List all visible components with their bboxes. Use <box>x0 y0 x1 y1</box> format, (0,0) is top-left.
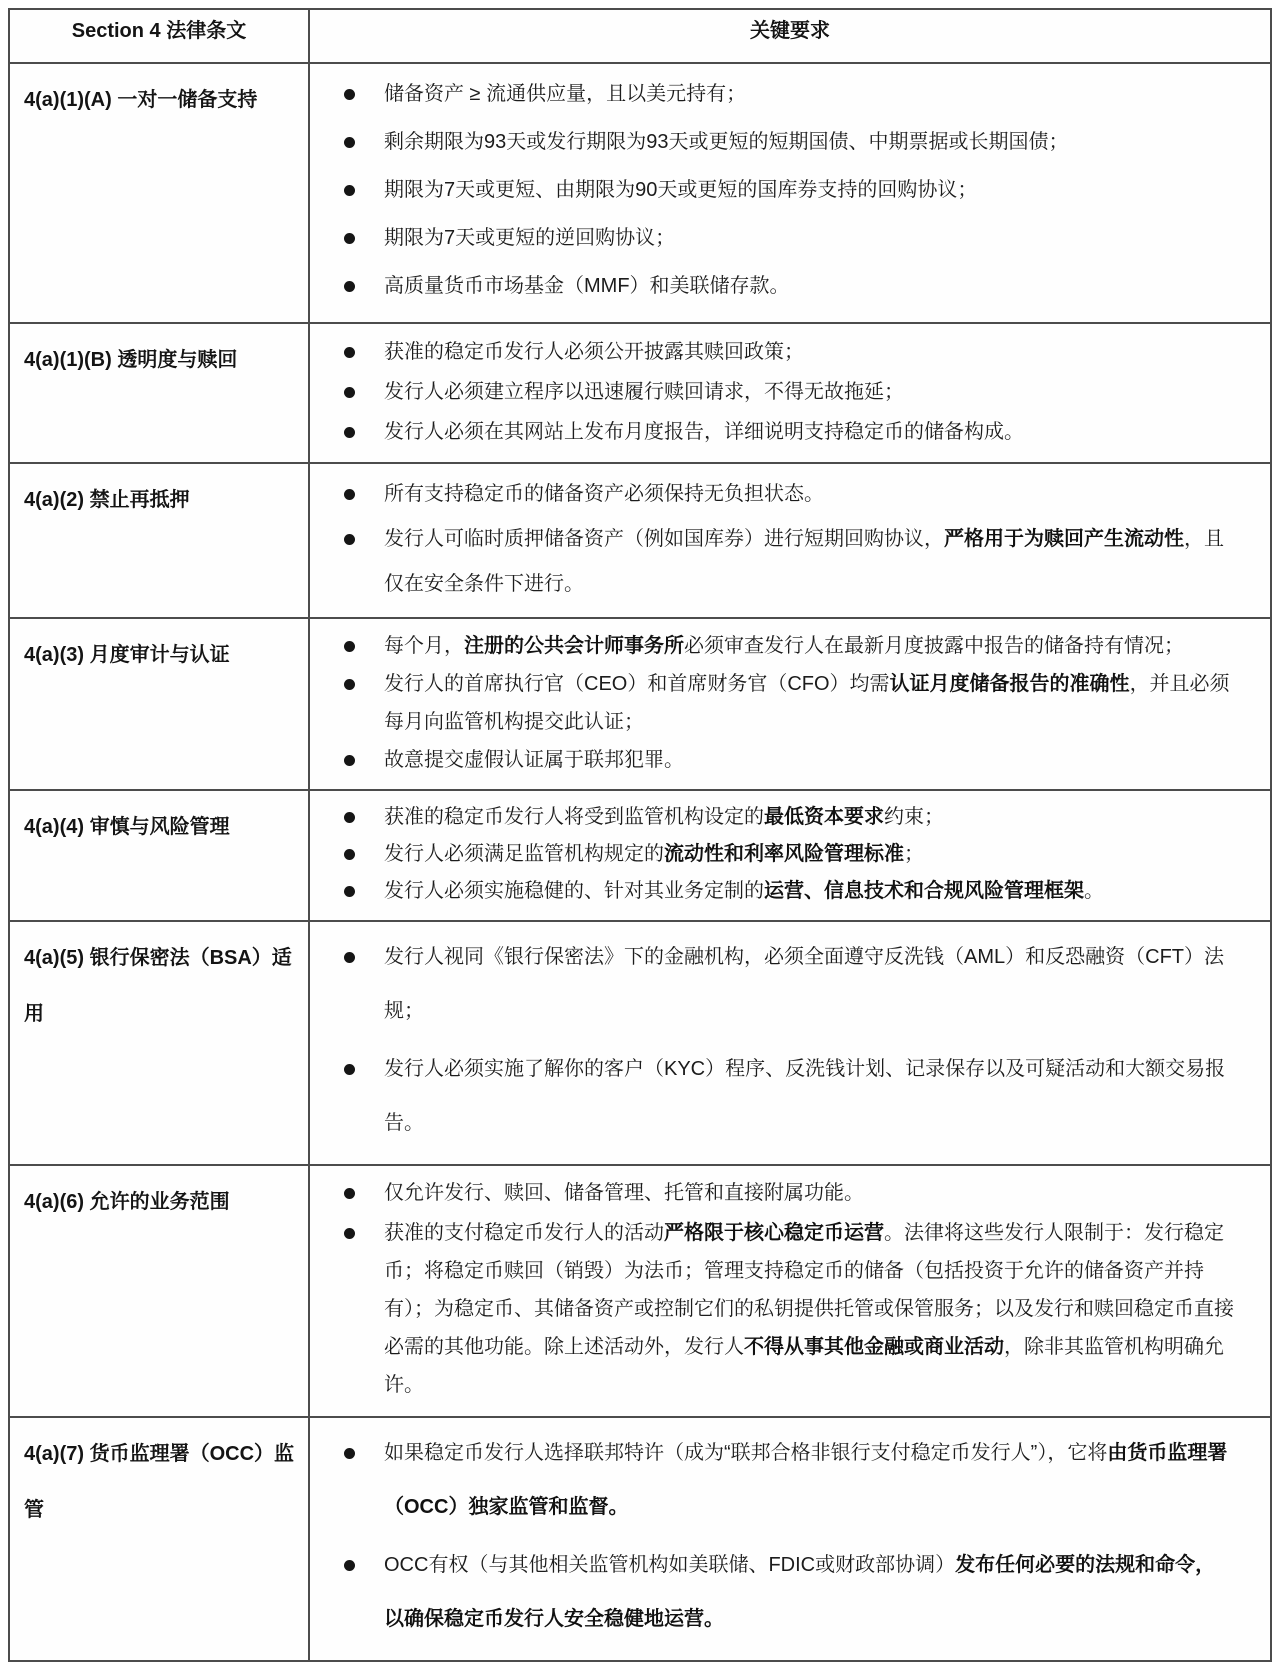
bullet-dot-icon <box>344 641 355 652</box>
requirement-text: 故意提交虚假认证属于联邦犯罪。 <box>384 749 684 771</box>
requirement-bullet <box>328 1174 1234 1212</box>
requirement-text: 发行人必须实施了解你的客户（KYC）程序、反洗钱计划、记录保存以及可疑活动和大额交易报告。 <box>384 1058 1226 1134</box>
requirement-bullet <box>328 1042 1234 1150</box>
table-row <box>9 790 1271 921</box>
requirement-text: 获准的稳定币发行人将受到监管机构设定的最低资本要求约束； <box>384 806 944 828</box>
requirement-list <box>328 72 1234 308</box>
bullet-dot-icon <box>344 137 355 148</box>
requirements-cell <box>309 618 1271 790</box>
bullet-dot-icon <box>344 489 355 500</box>
requirement-bullet <box>328 372 1234 412</box>
requirements-cell <box>309 790 1271 921</box>
section-cell: 4(a)(3) 月度审计与认证 <box>9 618 309 790</box>
requirement-bullet <box>328 472 1234 517</box>
requirement-list <box>328 472 1234 607</box>
requirements-cell <box>309 921 1271 1165</box>
requirements-cell <box>309 1417 1271 1661</box>
requirement-text: 储备资产 ≥ 流通供应量，且以美元持有； <box>384 83 747 105</box>
requirement-text: 期限为7天或更短、由期限为90天或更短的国库券支持的回购协议； <box>384 179 978 201</box>
requirement-bullet <box>328 836 1234 873</box>
requirement-text: 期限为7天或更短的逆回购协议； <box>384 227 676 249</box>
section-cell: 4(a)(5) 银行保密法（BSA）适用 <box>9 921 309 1165</box>
section4-requirements-table <box>8 8 1272 1662</box>
requirement-bullet <box>328 799 1234 836</box>
requirement-text: 发行人必须在其网站上发布月度报告，详细说明支持稳定币的储备构成。 <box>384 421 1024 443</box>
table-row <box>9 618 1271 790</box>
requirement-text: OCC有权（与其他相关监管机构如美联储、FDIC或财政部协调）发布任何必要的法规和命令，以确保稳定币发行人安全稳健地运营。 <box>384 1554 1216 1630</box>
requirement-text: 所有支持稳定币的储备资产必须保持无负担状态。 <box>384 483 824 505</box>
bullet-dot-icon <box>344 886 355 897</box>
requirement-list <box>328 1426 1234 1646</box>
requirement-text: 获准的支付稳定币发行人的活动严格限于核心稳定币运营。法律将这些发行人限制于：发行稳定币；将稳定币赎回（销毁）为法币；管理支持稳定币的储备（包括投资于允许的储备资产并持有）；为稳定币、其储备资产或控制它们的私钥提供托管或保管服务；以及发行和赎回稳定币直接必需的其他功能。除上述活动外，发行人不得从事其他金融或商业活动，除非其监管机构明确允许。 <box>384 1222 1234 1396</box>
requirement-bullet <box>328 741 1234 779</box>
bullet-dot-icon <box>344 281 355 292</box>
bullet-dot-icon <box>344 1448 355 1459</box>
requirement-bullet <box>328 412 1234 452</box>
bullet-dot-icon <box>344 755 355 766</box>
requirement-bullet <box>328 72 1234 116</box>
bullet-dot-icon <box>344 534 355 545</box>
requirements-cell <box>309 1165 1271 1417</box>
requirement-text: 高质量货币市场基金（MMF）和美联储存款。 <box>384 275 790 297</box>
requirement-bullet <box>328 332 1234 372</box>
bullet-dot-icon <box>344 1560 355 1571</box>
requirement-bullet <box>328 517 1234 607</box>
requirement-bullet <box>328 930 1234 1038</box>
section-cell: 4(a)(6) 允许的业务范围 <box>9 1165 309 1417</box>
section-cell: 4(a)(4) 审慎与风险管理 <box>9 790 309 921</box>
section-cell: 4(a)(7) 货币监理署（OCC）监管 <box>9 1417 309 1661</box>
header-row <box>9 9 1271 63</box>
requirement-list <box>328 332 1234 452</box>
section-cell: 4(a)(1)(B) 透明度与赎回 <box>9 323 309 463</box>
requirement-text: 发行人必须建立程序以迅速履行赎回请求，不得无故拖延； <box>384 381 904 403</box>
bullet-dot-icon <box>344 347 355 358</box>
requirement-bullet <box>328 873 1234 910</box>
requirement-bullet <box>328 1426 1234 1534</box>
table-row <box>9 63 1271 323</box>
requirement-list <box>328 799 1234 910</box>
bullet-dot-icon <box>344 679 355 690</box>
section-cell: 4(a)(2) 禁止再抵押 <box>9 463 309 618</box>
requirement-list <box>328 627 1234 779</box>
requirement-text: 如果稳定币发行人选择联邦特许（成为“联邦合格非银行支付稳定币发行人”），它将由货币监理署（OCC）独家监管和监督。 <box>384 1442 1228 1518</box>
requirement-text: 发行人的首席执行官（CEO）和首席财务官（CFO）均需认证月度储备报告的准确性，并且必须每月向监管机构提交此认证； <box>384 673 1230 733</box>
bullet-dot-icon <box>344 89 355 100</box>
requirements-cell <box>309 463 1271 618</box>
requirement-text: 发行人可临时质押储备资产（例如国库券）进行短期回购协议，严格用于为赎回产生流动性，且仅在安全条件下进行。 <box>384 528 1224 595</box>
bullet-dot-icon <box>344 812 355 823</box>
requirement-text: 发行人必须实施稳健的、针对其业务定制的运营、信息技术和合规风险管理框架。 <box>384 880 1104 902</box>
requirements-cell <box>309 63 1271 323</box>
requirement-text: 获准的稳定币发行人必须公开披露其赎回政策； <box>384 341 804 363</box>
requirement-bullet <box>328 264 1234 308</box>
bullet-dot-icon <box>344 233 355 244</box>
requirement-list <box>328 930 1234 1150</box>
requirements-cell <box>309 323 1271 463</box>
bullet-dot-icon <box>344 1228 355 1239</box>
table-row <box>9 921 1271 1165</box>
table-row <box>9 1417 1271 1661</box>
requirement-text: 仅允许发行、赎回、储备管理、托管和直接附属功能。 <box>384 1182 864 1204</box>
requirement-bullet <box>328 216 1234 260</box>
table-row <box>9 463 1271 618</box>
section-cell: 4(a)(1)(A) 一对一储备支持 <box>9 63 309 323</box>
table-header <box>9 9 1271 63</box>
requirement-bullet <box>328 1214 1234 1404</box>
table-row <box>9 1165 1271 1417</box>
bullet-dot-icon <box>344 1188 355 1199</box>
requirement-text: 发行人必须满足监管机构规定的流动性和利率风险管理标准； <box>384 843 924 865</box>
bullet-dot-icon <box>344 952 355 963</box>
requirement-bullet <box>328 168 1234 212</box>
requirement-bullet <box>328 665 1234 741</box>
requirement-text: 剩余期限为93天或发行期限为93天或更短的短期国债、中期票据或长期国债； <box>384 131 1069 153</box>
requirement-text: 每个月，注册的公共会计师事务所必须审查发行人在最新月度披露中报告的储备持有情况； <box>384 635 1184 657</box>
header-requirements-col: 关键要求 <box>309 9 1271 63</box>
header-section-col: Section 4 法律条文 <box>9 9 309 63</box>
bullet-dot-icon <box>344 849 355 860</box>
bullet-dot-icon <box>344 185 355 196</box>
requirement-bullet <box>328 120 1234 164</box>
bullet-dot-icon <box>344 387 355 398</box>
table-row <box>9 323 1271 463</box>
bullet-dot-icon <box>344 427 355 438</box>
requirement-bullet <box>328 627 1234 665</box>
requirement-list <box>328 1174 1234 1404</box>
table-body <box>9 63 1271 1661</box>
requirement-bullet <box>328 1538 1234 1646</box>
requirement-text: 发行人视同《银行保密法》下的金融机构，必须全面遵守反洗钱（AML）和反恐融资（CFT）法规； <box>384 946 1224 1022</box>
bullet-dot-icon <box>344 1064 355 1075</box>
